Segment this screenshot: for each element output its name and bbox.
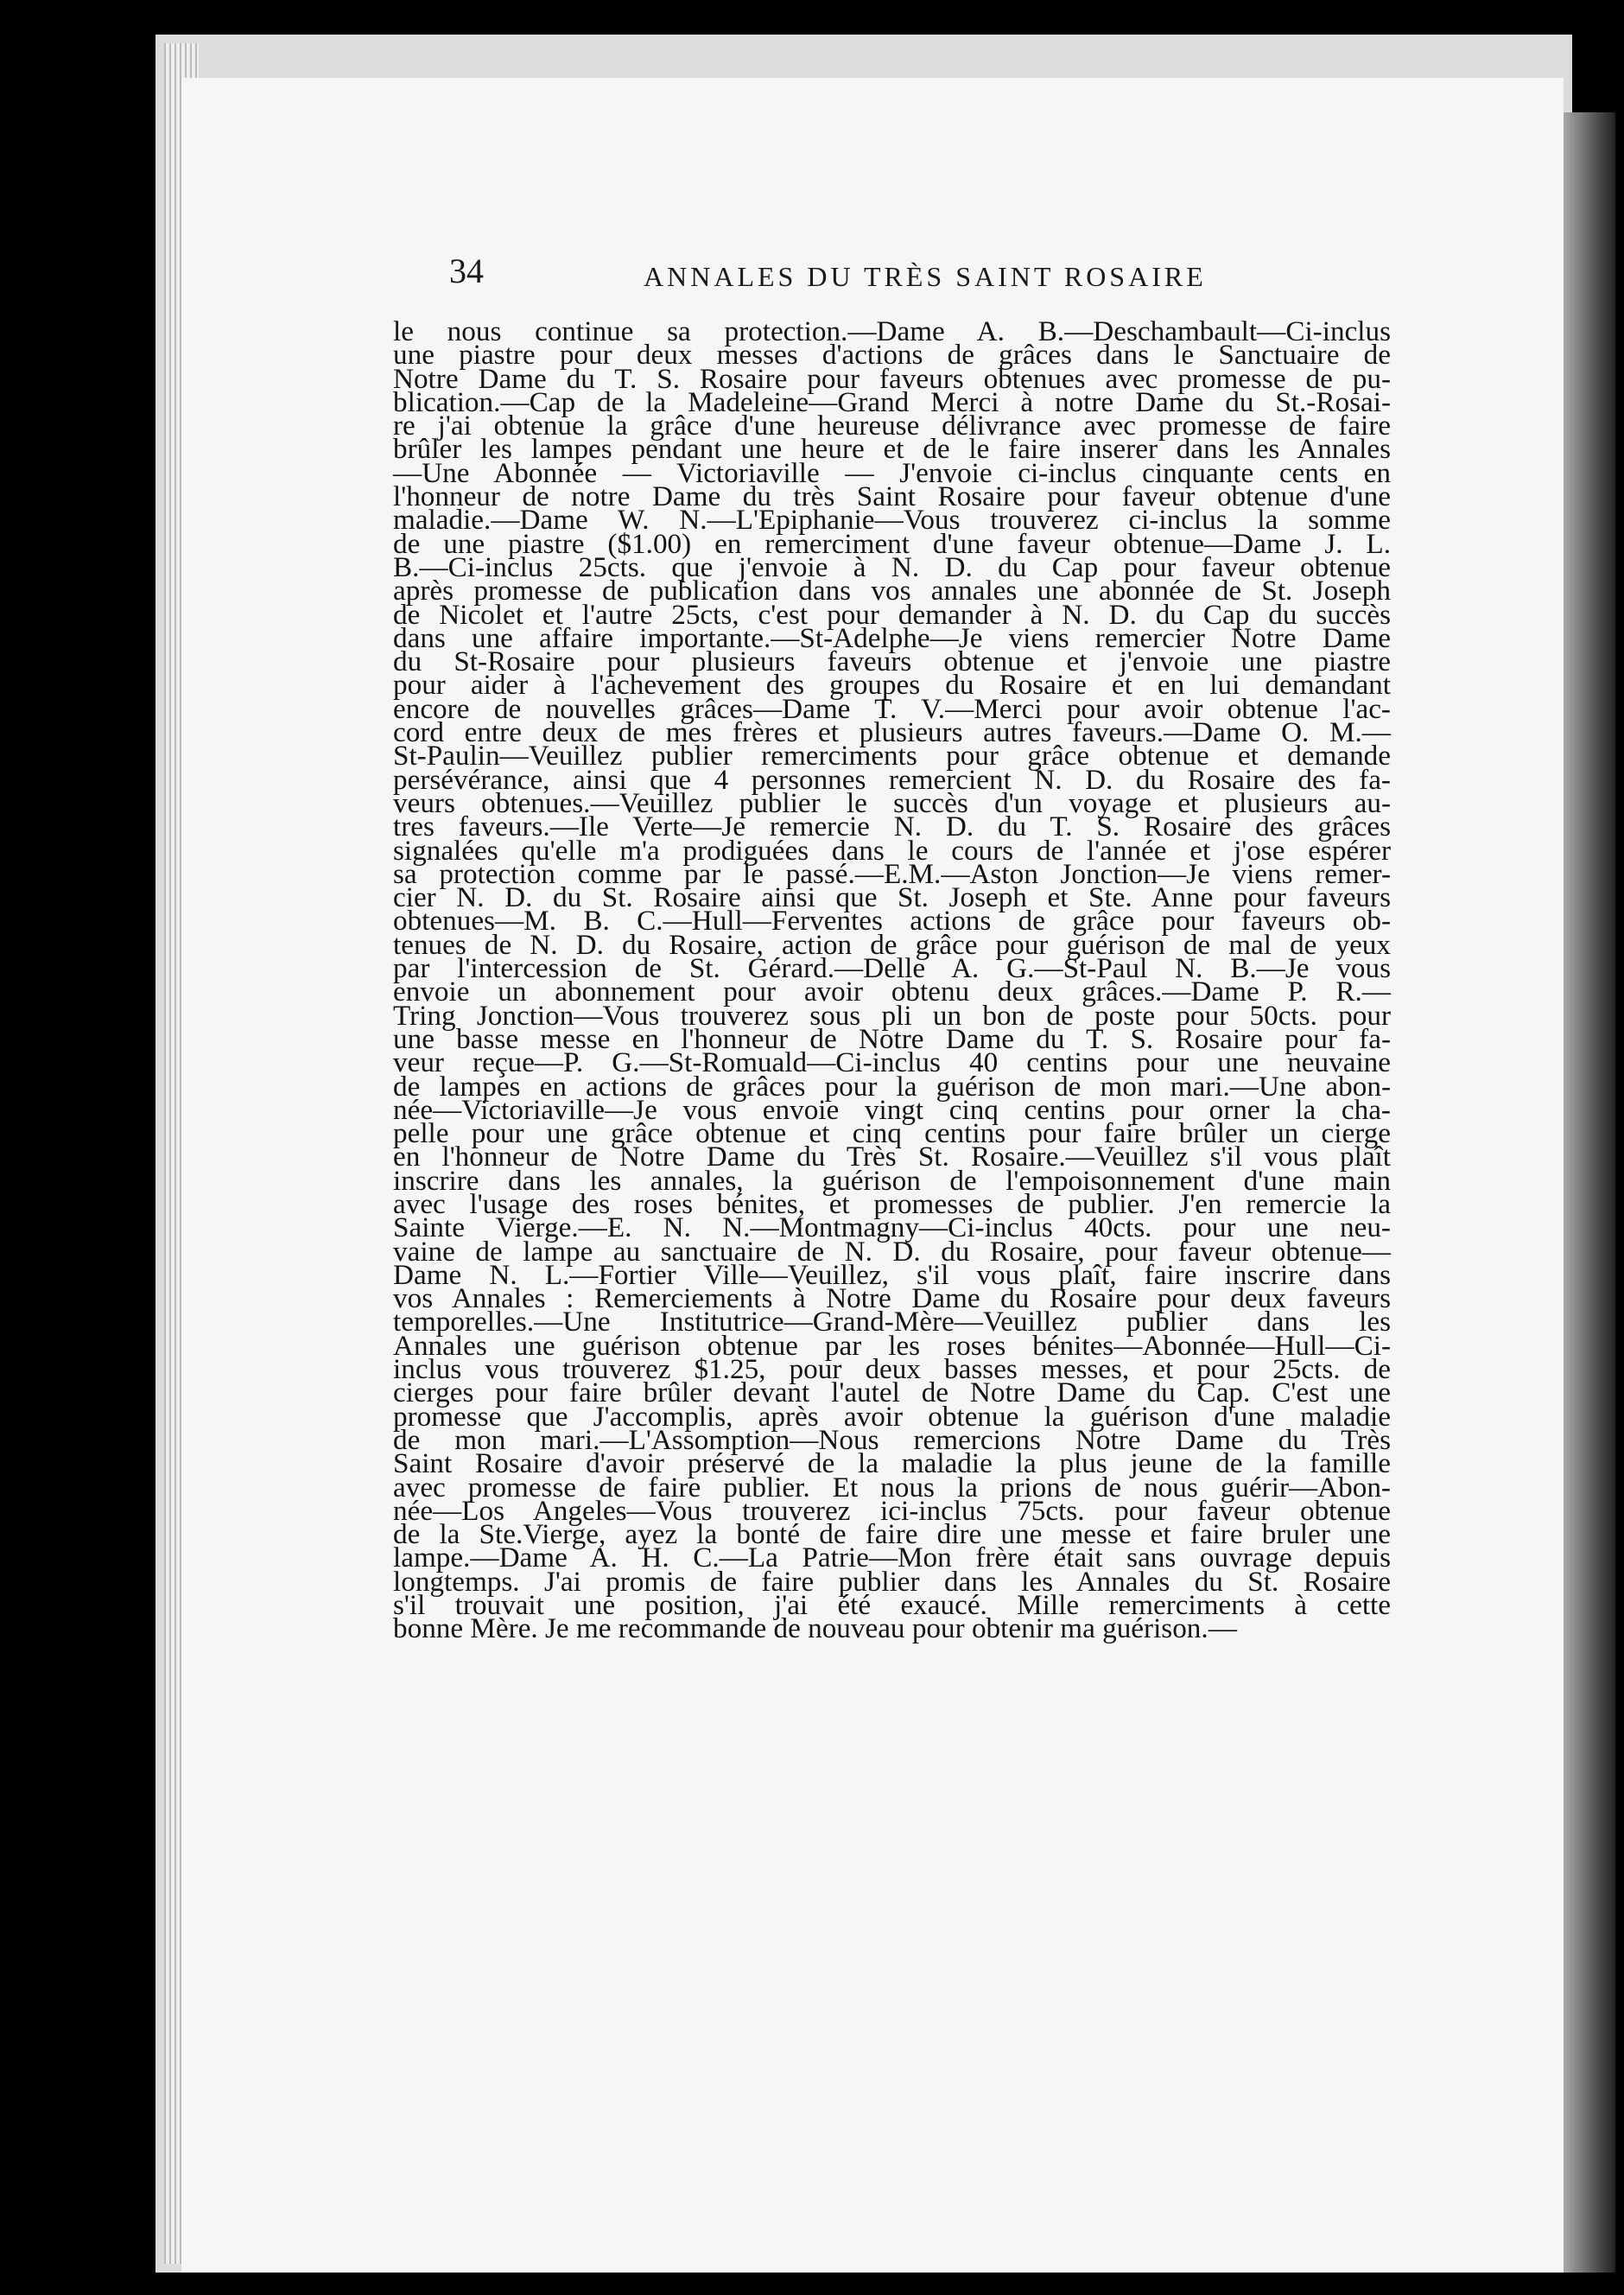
text-line: lampe.—Dame A. H. C.—La Patrie—Mon frère était sans ouvrage depuis: [393, 1542, 1391, 1574]
text-line: Sainte Vierge.—E. N. N.—Montmagny—Ci-inclus 40cts. pour une neu-: [393, 1211, 1391, 1244]
text-line: longtemps. J'ai promis de faire publier dans les Annales du St. Rosaire: [393, 1565, 1391, 1598]
text-line: obtenues—M. B. C.—Hull—Ferventes actions de grâce pour faveurs ob-: [393, 905, 1391, 938]
text-line: avec promesse de faire publier. Et nous la prions de nous guérir—Abon-: [393, 1471, 1391, 1504]
text-line: de mon mari.—L'Assomption—Nous remercions Notre Dame du Très: [393, 1423, 1391, 1456]
text-line: brûler les lampes pendant une heure et de le faire inserer dans les Annales: [393, 433, 1391, 466]
text-line: —Une Abonnée — Victoriaville — J'envoie ci-inclus cinquante cents en: [393, 456, 1391, 489]
text-line: vaine de lampe au sanctuaire de N. D. du Rosaire, pour faveur obtenue—: [393, 1235, 1391, 1268]
text-line: promesse que J'accomplis, après avoir obtenue la guérison d'une maladie: [393, 1400, 1391, 1433]
text-line: veurs obtenues.—Veuillez publier le succès d'un voyage et plusieurs au-: [393, 786, 1391, 819]
running-title: ANNALES DU TRÈS SAINT ROSAIRE: [644, 261, 1207, 292]
body-text: [393, 315, 1391, 1645]
text-line: de une piastre ($1.00) en remerciment d'une faveur obtenue—Dame J. L.: [393, 527, 1391, 560]
text-line: une basse messe en l'honneur de Notre Dame du T. S. Rosaire pour fa-: [393, 1022, 1391, 1055]
text-line: inclus vous trouverez $1.25, pour deux basses messes, et pour 25cts. de: [393, 1353, 1391, 1386]
text-line: par l'intercession de St. Gérard.—Delle A. G.—St-Paul N. B.—Je vous: [393, 952, 1391, 985]
text-line: née—Victoriaville—Je vous envoie vingt cinq centins pour orner la cha-: [393, 1093, 1391, 1126]
text-line: persévérance, ainsi que 4 personnes remercient N. D. du Rosaire des fa-: [393, 763, 1391, 796]
text-line: de la Ste.Vierge, ayez la bonté de faire dire une messe et faire bruler une: [393, 1518, 1391, 1551]
text-line: inscrire dans les annales, la guérison de l'empoisonnement d'une main: [393, 1164, 1391, 1197]
text-line: B.—Ci-inclus 25cts. que j'envoie à N. D. du Cap pour faveur obtenue: [393, 550, 1391, 583]
text-line: de Nicolet et l'autre 25cts, c'est pour demander à N. D. du Cap du succès: [393, 598, 1391, 631]
text-line: cier N. D. du St. Rosaire ainsi que St. Joseph et Ste. Anne pour faveurs: [393, 881, 1391, 914]
text-line: veur reçue—P. G.—St-Romuald—Ci-inclus 40 centins pour une neuvaine: [393, 1046, 1391, 1079]
text-line: cord entre deux de mes frères et plusieurs autres faveurs.—Dame O. M.—: [393, 716, 1391, 749]
text-line: Dame N. L.—Fortier Ville—Veuillez, s'il vous plaît, faire inscrire dans: [393, 1258, 1391, 1291]
text-line: née—Los Angeles—Vous trouverez ici-inclus 75cts. pour faveur obtenue: [393, 1494, 1391, 1527]
text-line: pour aider à l'achevement des groupes du Rosaire et en lui demandant: [393, 669, 1391, 702]
page-number: 34: [449, 251, 484, 290]
text-line: après promesse de publication dans vos annales une abonnée de St. Joseph: [393, 575, 1391, 607]
text-line: vos Annales : Remerciements à Notre Dame du Rosaire pour deux faveurs: [393, 1282, 1391, 1315]
text-line: sa protection comme par le passé.—E.M.—Aston Jonction—Je viens remer-: [393, 857, 1391, 890]
text-line: blication.—Cap de la Madeleine—Grand Merci à notre Dame du St.-Rosai-: [393, 385, 1391, 418]
text-line: Saint Rosaire d'avoir préservé de la maladie la plus jeune de la famille: [393, 1447, 1391, 1480]
text-line: tres faveurs.—Ile Verte—Je remercie N. D. du T. S. Rosaire des grâces: [393, 811, 1391, 843]
text-line: bonne Mère. Je me recommande de nouveau pour obtenir ma guérison.—: [393, 1612, 1237, 1645]
text-line: Tring Jonction—Vous trouverez sous pli un bon de poste pour 50cts. pour: [393, 999, 1391, 1032]
text-line: cierges pour faire brûler devant l'autel de Notre Dame du Cap. C'est une: [393, 1376, 1391, 1409]
text-line: du St-Rosaire pour plusieurs faveurs obtenue et j'envoie une piastre: [393, 645, 1391, 678]
text-line: une piastre pour deux messes d'actions de grâces dans le Sanctuaire de: [393, 339, 1391, 372]
text-line: envoie un abonnement pour avoir obtenu deux grâces.—Dame P. R.—: [393, 976, 1391, 1008]
text-line: dans une affaire importante.—St-Adelphe—Je viens remercier Notre Dame: [393, 621, 1391, 654]
text-line: temporelles.—Une Institutrice—Grand-Mère—Veuillez publier dans les: [393, 1306, 1391, 1338]
text-line: de lampes en actions de grâces pour la guérison de mon mari.—Une abon-: [393, 1070, 1391, 1103]
text-line: le nous continue sa protection.—Dame A. B.—Deschambault—Ci-inclus: [393, 315, 1391, 347]
page-header: [449, 251, 1209, 311]
text-line: maladie.—Dame W. N.—L'Epiphanie—Vous trouverez ci-inclus la somme: [393, 504, 1391, 537]
text-line: pelle pour une grâce obtenue et cinq centins pour faire brûler un cierge: [393, 1117, 1391, 1150]
text-line: s'il trouvait une position, j'ai été exaucé. Mille remerciments à cette: [393, 1589, 1391, 1622]
text-line: St-Paulin—Veuillez publier remerciments pour grâce obtenue et demande: [393, 740, 1391, 772]
text-line: avec l'usage des roses bénites, et promesses de publier. J'en remercie la: [393, 1187, 1391, 1220]
binding-shadow: [1564, 112, 1615, 2273]
text-line: tenues de N. D. du Rosaire, action de grâce pour guérison de mal de yeux: [393, 928, 1391, 961]
text-line: l'honneur de notre Dame du très Saint Rosaire pour faveur obtenue d'une: [393, 480, 1391, 513]
text-line: en l'honneur de Notre Dame du Très St. Rosaire.—Veuillez s'il vous plaît: [393, 1141, 1391, 1173]
text-line: Annales une guérison obtenue par les roses bénites—Abonnée—Hull—Ci-: [393, 1329, 1391, 1362]
text-line: Notre Dame du T. S. Rosaire pour faveurs obtenues avec promesse de pu-: [393, 362, 1391, 395]
text-line: re j'ai obtenue la grâce d'une heureuse délivrance avec promesse de faire: [393, 410, 1391, 442]
text-line: signalées qu'elle m'a prodiguées dans le cours de l'année et j'ose espérer: [393, 834, 1391, 867]
text-line: encore de nouvelles grâces—Dame T. V.—Merci pour avoir obtenue l'ac-: [393, 692, 1391, 725]
